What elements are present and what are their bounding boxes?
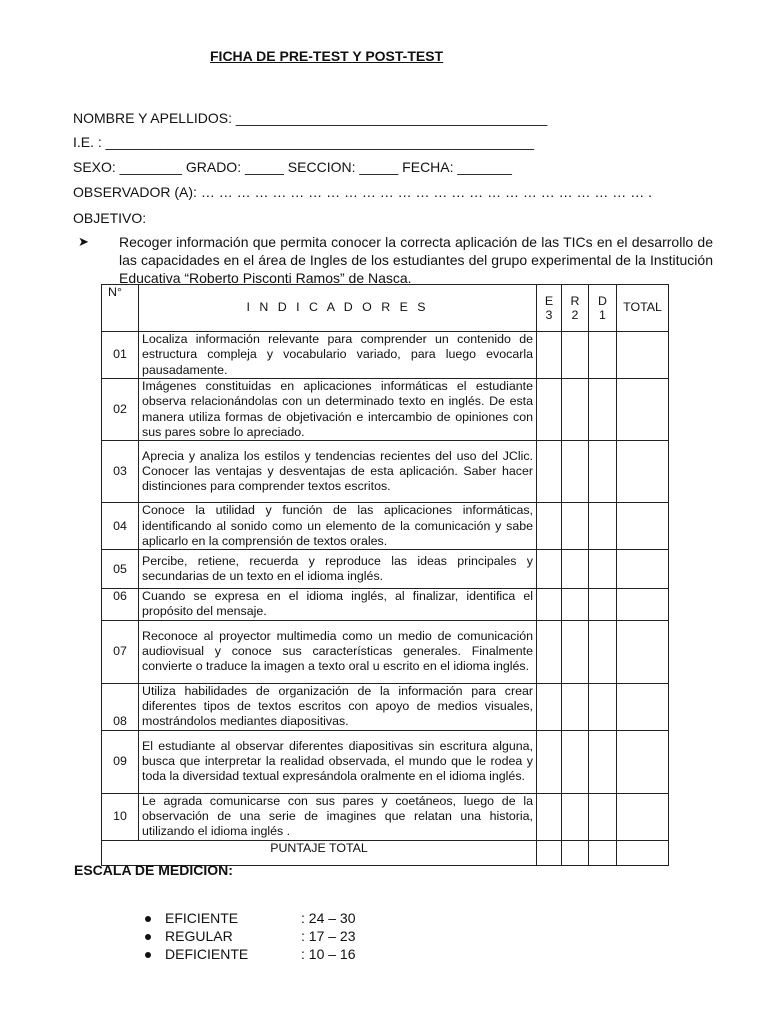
row-indicator: El estudiante al observar diferentes diapositivas sin escritura alguna, busca que interpretar la realidad observada, el mundo que le rodea y toda la diversidad textual expresándola oralmente en el idioma inglés. xyxy=(139,730,537,793)
table-row xyxy=(102,589,669,621)
score-e-cell[interactable] xyxy=(537,550,562,589)
score-total-cell[interactable] xyxy=(617,589,669,621)
score-e-cell[interactable] xyxy=(537,793,562,840)
header-total: TOTAL xyxy=(617,285,669,332)
total-e-cell[interactable] xyxy=(537,840,562,865)
list-item xyxy=(145,910,356,926)
scale-label: REGULAR xyxy=(165,928,233,944)
score-d-cell[interactable] xyxy=(589,589,617,621)
header-indicadores: I N D I C A D O R E S xyxy=(139,285,537,332)
table-row xyxy=(102,503,669,550)
total-r-cell[interactable] xyxy=(562,840,589,865)
score-r-cell[interactable] xyxy=(562,332,589,379)
row-number: 05 xyxy=(102,550,139,589)
row-number: 03 xyxy=(102,441,139,503)
row-indicator: Conoce la utilidad y función de las aplicaciones informáticas, identificando al sonido como un elemento de la comunicación y sabe aplicarlo en la comprensión de textos orales. xyxy=(139,503,537,550)
score-d-cell[interactable] xyxy=(589,379,617,441)
row-indicator: Imágenes constituidas en aplicaciones informáticas el estudiante observa relacionándolas con un determinado texto en inglés. De esta manera utiliza formas de objetivación e intercambio de opiniones con sus pares sobre lo apreciado. xyxy=(139,379,537,441)
bullet-icon xyxy=(145,916,151,922)
table-row xyxy=(102,730,669,793)
list-item xyxy=(145,946,356,962)
row-number: 04 xyxy=(102,503,139,550)
score-total-cell[interactable] xyxy=(617,379,669,441)
sexo-grado-seccion-fecha-field[interactable]: SEXO: ________ GRADO: _____ SECCION: _____ FECHA: _______ xyxy=(73,159,512,175)
score-total-cell[interactable] xyxy=(617,332,669,379)
row-indicator: Le agrada comunicarse con sus pares y coetáneos, luego de la observación de una serie de imagines que relatan una historia, utilizando el idioma inglés . xyxy=(139,793,537,840)
list-item xyxy=(145,928,356,944)
score-total-cell[interactable] xyxy=(617,730,669,793)
score-r-cell[interactable] xyxy=(562,730,589,793)
score-r-cell[interactable] xyxy=(562,503,589,550)
scale-range: : 17 – 23 xyxy=(301,928,356,944)
score-r-cell[interactable] xyxy=(562,620,589,683)
arrow-bullet-icon: ➤ xyxy=(78,234,89,249)
score-e-cell[interactable] xyxy=(537,589,562,621)
score-r-cell[interactable] xyxy=(562,683,589,730)
score-total-cell[interactable] xyxy=(617,683,669,730)
table-row xyxy=(102,379,669,441)
row-number: 06 xyxy=(102,589,139,621)
score-d-cell[interactable] xyxy=(589,503,617,550)
score-e-cell[interactable] xyxy=(537,503,562,550)
score-e-cell[interactable] xyxy=(537,683,562,730)
score-d-cell[interactable] xyxy=(589,441,617,503)
total-d-cell[interactable] xyxy=(589,840,617,865)
score-r-cell[interactable] xyxy=(562,441,589,503)
score-e-cell[interactable] xyxy=(537,332,562,379)
row-indicator: Reconoce al proyector multimedia como un medio de comunicación audiovisual y conoce sus características generales. Finalmente convierte o traduce la imagen a texto oral u escrito en el idioma inglés. xyxy=(139,620,537,683)
score-total-cell[interactable] xyxy=(617,503,669,550)
table-row xyxy=(102,441,669,503)
objective-text: Recoger información que permita conocer la correcta aplicación de las TICs en el desarrollo de las capacidades en el área de Ingles de los estudiantes del grupo experimental de la Institución Educativa “Roberto Pisconti Ramos” de Nasca. xyxy=(119,234,713,286)
indicators-table xyxy=(101,284,669,866)
score-r-cell[interactable] xyxy=(562,589,589,621)
row-indicator: Utiliza habilidades de organización de la información para crear diferentes tipos de textos escritos con apoyo de medios visuales, mostrándolos mediantes diapositivas. xyxy=(139,683,537,730)
score-e-cell[interactable] xyxy=(537,620,562,683)
page-title: FICHA DE PRE-TEST Y POST-TEST xyxy=(210,48,444,64)
row-indicator: Cuando se expresa en el idioma inglés, al finalizar, identifica el propósito del mensaje. xyxy=(139,589,537,621)
score-d-cell[interactable] xyxy=(589,620,617,683)
scale-label: DEFICIENTE xyxy=(165,946,249,962)
score-d-cell[interactable] xyxy=(589,793,617,840)
score-e-cell[interactable] xyxy=(537,441,562,503)
table-row xyxy=(102,550,669,589)
row-indicator: Percibe, retiene, recuerda y reproduce las ideas principales y secundarias de un texto en el idioma inglés. xyxy=(139,550,537,589)
score-d-cell[interactable] xyxy=(589,730,617,793)
nombre-field[interactable]: NOMBRE Y APELLIDOS: ________________________________________ xyxy=(73,110,548,126)
bullet-icon xyxy=(145,934,151,940)
observador-field[interactable]: OBSERVADOR (A): … … … … … … … … … … … … … … … … … … … … … … … … … . xyxy=(73,184,652,200)
row-indicator: Localiza información relevante para comprender un contenido de estructura compleja y vocabulario variado, para luego evocarla pausadamente. xyxy=(139,332,537,379)
scale-label: EFICIENTE xyxy=(165,910,239,926)
table-row xyxy=(102,793,669,840)
scale-range: : 24 – 30 xyxy=(301,910,356,926)
header-e: E 3 xyxy=(537,285,562,332)
score-d-cell[interactable] xyxy=(589,332,617,379)
table-row xyxy=(102,620,669,683)
score-total-cell[interactable] xyxy=(617,550,669,589)
ie-field[interactable]: I.E. : _______________________________________________________ xyxy=(73,134,534,150)
row-number: 10 xyxy=(102,793,139,840)
score-e-cell[interactable] xyxy=(537,379,562,441)
header-d: D 1 xyxy=(589,285,617,332)
scale-range: : 10 – 16 xyxy=(301,946,356,962)
score-d-cell[interactable] xyxy=(589,550,617,589)
row-number: 07 xyxy=(102,620,139,683)
row-number: 02 xyxy=(102,379,139,441)
puntaje-total-label: PUNTAJE TOTAL xyxy=(102,840,537,865)
header-r: R 2 xyxy=(562,285,589,332)
score-r-cell[interactable] xyxy=(562,550,589,589)
score-e-cell[interactable] xyxy=(537,730,562,793)
scale-title: ESCALA DE MEDICION: xyxy=(74,862,233,878)
score-r-cell[interactable] xyxy=(562,793,589,840)
table-row xyxy=(102,683,669,730)
table-row xyxy=(102,332,669,379)
row-number: 01 xyxy=(102,332,139,379)
header-num: N° xyxy=(102,285,139,332)
row-number: 08 xyxy=(102,683,139,730)
score-total-cell[interactable] xyxy=(617,441,669,503)
bullet-icon xyxy=(145,952,151,958)
row-number: 09 xyxy=(102,730,139,793)
grand-total-cell[interactable] xyxy=(617,840,669,865)
score-d-cell[interactable] xyxy=(589,683,617,730)
row-indicator: Aprecia y analiza los estilos y tendencias recientes del uso del JClic. Conocer las ventajas y desventajas de esta aplicación. Saber hacer distinciones para comprender textos escritos. xyxy=(139,441,537,503)
table-header-row xyxy=(102,285,669,332)
score-total-cell[interactable] xyxy=(617,793,669,840)
objetivo-label: OBJETIVO: xyxy=(73,210,147,226)
score-total-cell[interactable] xyxy=(617,620,669,683)
score-r-cell[interactable] xyxy=(562,379,589,441)
